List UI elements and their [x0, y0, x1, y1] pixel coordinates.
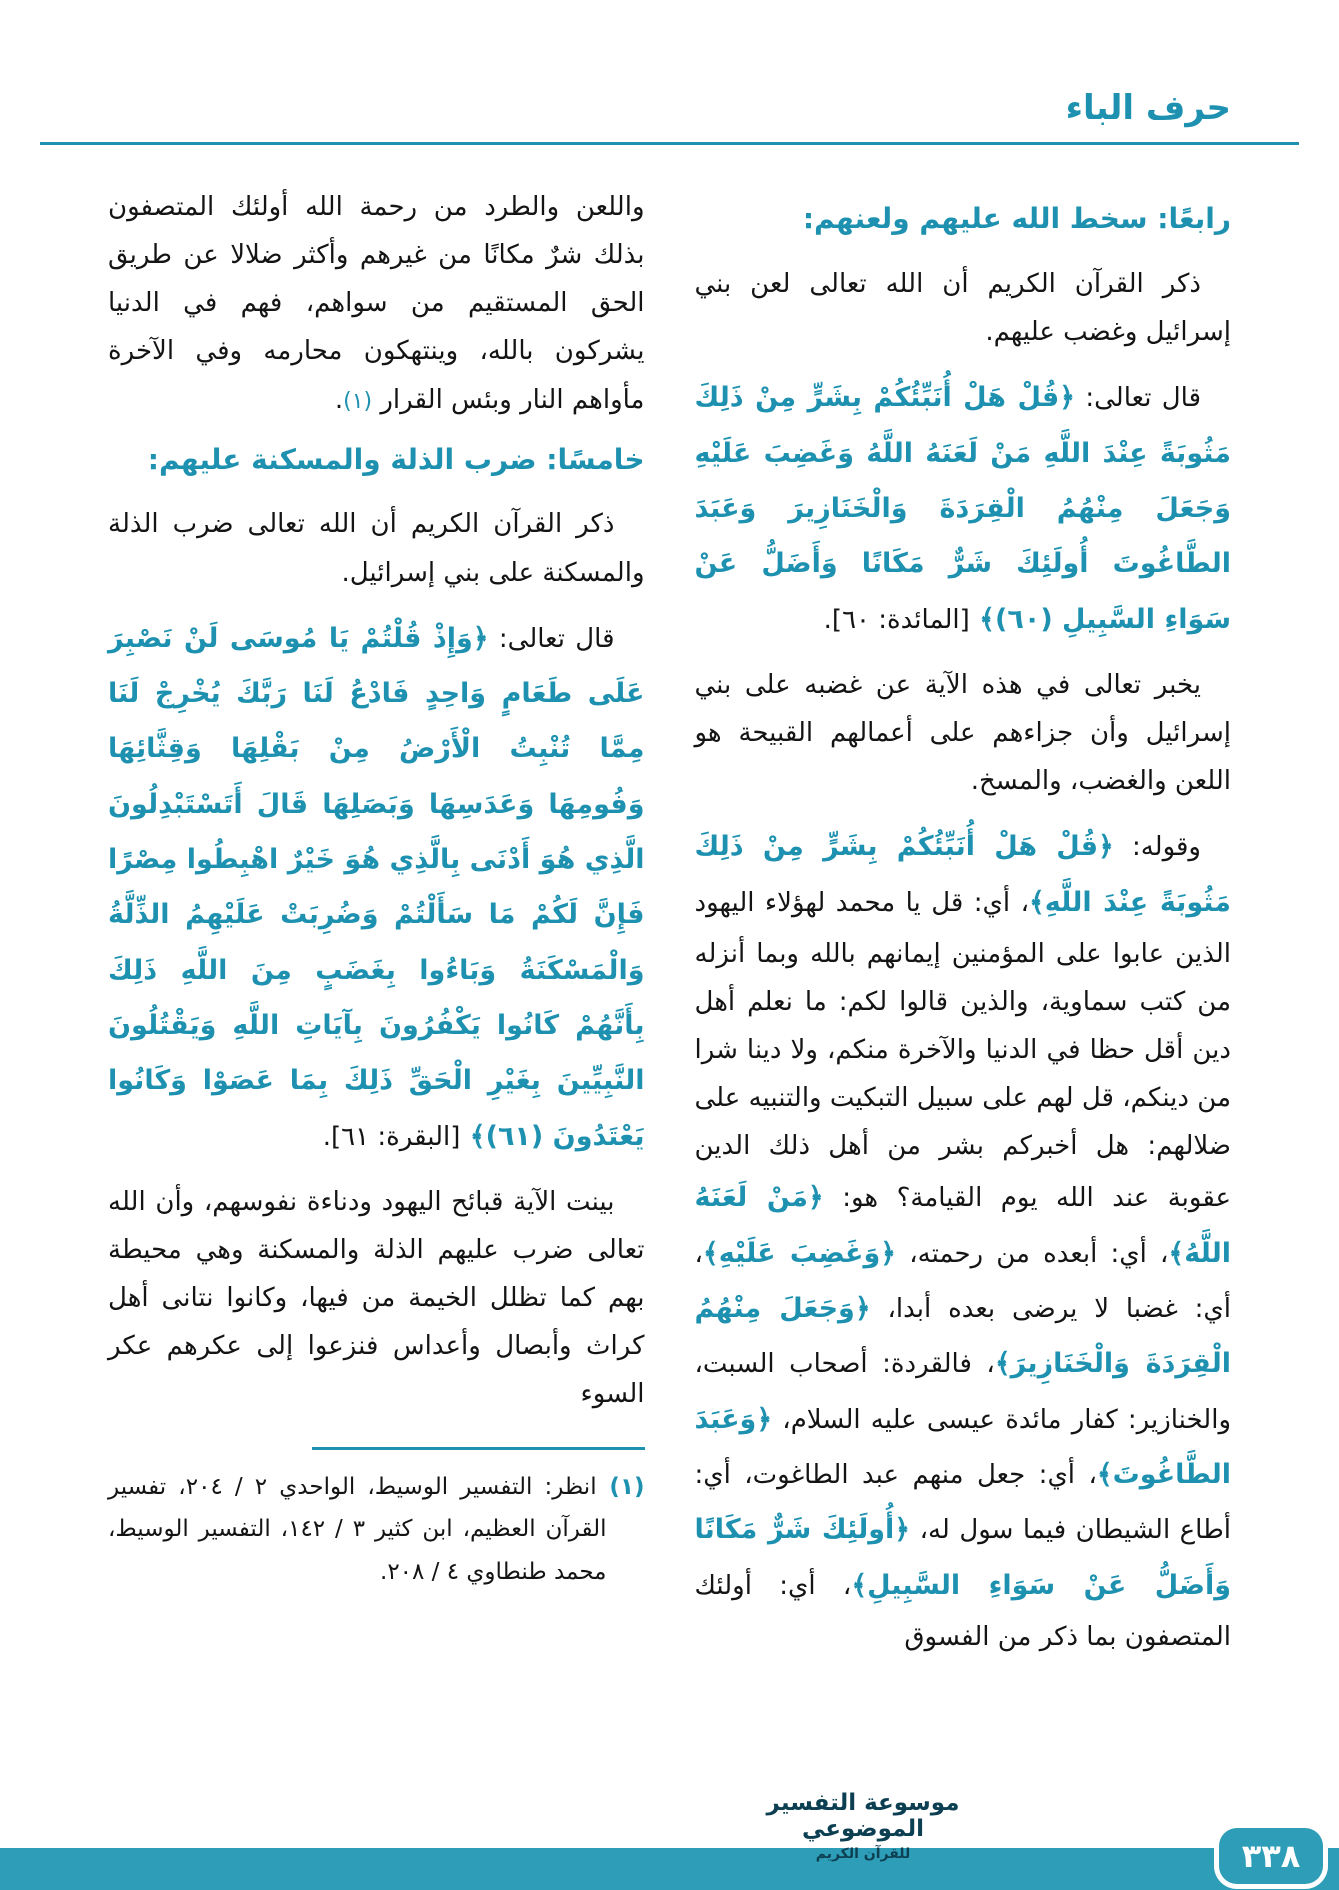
footer-bar [0, 1845, 1339, 1890]
logo-title: موسوعة التفسير الموضوعي [766, 1790, 960, 1843]
body-text: ، أي: قل يا محمد لهؤلاء اليهود الذين عابوا على المؤمنين إيمانهم بالله وبما أنزله من كتب سماوية، والذين قالوا لكم: ما نعلم أهل دين أقل حظا في الدنيا والآخرة منكم، ولا دينا شرا من دينكم، قل لهم على سبيل التبكيت والتنبيه على ضلالهم: هل أخبركم بشر من أهل ذلك الدين عقوبة عند الله يوم القيامة؟ هو: [694, 887, 1231, 1214]
paragraph-explanation: بينت الآية قبائح اليهود ودناءة نفوسهم، وأن الله تعالى ضرب عليهم الذلة والمسكنة وهي محيطة بهم كما تظلل الخيمة من فيها، وكانوا نتانى أهل كراث وأبصال وأعداس فنزعوا إلى عكرهم عكر السوء [108, 1187, 645, 1410]
body-text: ، أي: أولئك المتصفون بما ذكر من الفسوق [694, 1570, 1231, 1653]
page-number-badge [1219, 1828, 1323, 1884]
chapter-title: حرف الباء [1065, 88, 1231, 128]
quran-verse-baqarah-61: ﴿وَإِذْ قُلْتُمْ يَا مُوسَى لَنْ نَصْبِرَ عَلَى طَعَامٍ وَاحِدٍ فَادْعُ لَنَا رَبَّكَ يُخْرِجْ لَنَا مِمَّا تُنْبِتُ الْأَرْضُ مِنْ بَقْلِهَا وَقِثَّائِهَا وَفُومِهَا وَعَدَسِهَا وَبَصَلِهَا قَالَ أَتَسْتَبْدِلُونَ الَّذِي هُوَ أَدْنَى بِالَّذِي هُوَ خَيْرٌ اهْبِطُوا مِصْرًا فَإِنَّ لَكُمْ مَا سَأَلْتُمْ وَضُرِبَتْ عَلَيْهِمُ الذِّلَّةُ وَالْمَسْكَنَةُ وَبَاءُوا بِغَضَبٍ مِنَ اللَّهِ ذَلِكَ بِأَنَّهُمْ كَانُوا يَكْفُرُونَ بِآيَاتِ اللَّهِ وَيَقْتُلُونَ النَّبِيِّينَ بِغَيْرِ الْحَقِّ ذَلِكَ بِمَا عَصَوْا وَكَانُوا يَعْتَدُونَ (٦١)﴾ [108, 622, 645, 1152]
footnote-marker: (١) [596, 1473, 645, 1500]
paragraph-explanation: يخبر تعالى في هذه الآية عن غضبه على بني إسرائيل وأن جزاءهم على أعمالهم القبيحة هو اللعن والغضب، والمسخ. [694, 669, 1231, 797]
publisher-logo [743, 1790, 983, 1862]
footnotes-section [108, 1466, 645, 1594]
body-text: ، أي: غضبا لا يرضى بعده أبدا، [694, 1238, 1231, 1325]
footnote-divider [312, 1447, 645, 1450]
paragraph-verse-baqarah [108, 611, 645, 1164]
logo-subtitle: للقرآن الكريم [815, 1845, 911, 1862]
verse-lead-in: قال تعالى: [1075, 383, 1201, 414]
paragraph-continuation [108, 183, 645, 423]
paragraph-intro: ذكر القرآن الكريم أن الله تعالى ضرب الذلة والمسكنة على بني إسرائيل. [108, 509, 645, 588]
verse-lead-in: قال تعالى: [488, 623, 615, 654]
quran-quote: ﴿وَجَعَلَ مِنْهُمُ الْقِرَدَةَ وَالْخَنَازِيرَ﴾ [694, 1293, 1231, 1380]
quran-quote: ﴿قُلْ هَلْ أُنَبِّئُكُمْ بِشَرٍّ مِنْ ذَلِكَ مَثُوبَةً عِنْدَ اللَّهِ﴾ [694, 831, 1232, 918]
footnote-text: انظر: التفسير الوسيط، الواحدي ٢ / ٢٠٤، تفسير القرآن العظيم، ابن كثير ٣ / ١٤٢، التفسير الوسيط، محمد طنطاوي ٤ / ٢٠٨. [108, 1473, 607, 1585]
page-header [0, 0, 1339, 130]
section-heading-fifth: خامسًا: ضرب الذلة والمسكنة عليهم: [147, 442, 645, 476]
body-text: ، أي: جعل منهم عبد الطاغوت، أي: أطاع الشيطان فيما سول له، [694, 1460, 1232, 1546]
quran-quote: ﴿مَنْ لَعَنَهُ اللَّهُ﴾ [694, 1182, 1231, 1269]
verse-reference-maidah: [المائدة: ٦٠]. [823, 604, 970, 635]
quran-quote: ﴿وَعَبَدَ الطَّاغُوتَ﴾ [694, 1403, 1231, 1491]
body-text: وقوله: [1113, 832, 1201, 863]
page-content [0, 145, 1339, 1675]
section-heading-fourth: رابعًا: سخط الله عليهم ولعنهم: [802, 202, 1231, 236]
paragraph-commentary [695, 819, 1232, 1661]
body-text: . [334, 384, 344, 415]
body-text: ، فالقردة: أصحاب السبت، والخنازير: كفار مائدة عيسى عليه السلام، [694, 1349, 1231, 1435]
footnote-1 [108, 1466, 645, 1594]
paragraph-verse-maidah [695, 370, 1232, 647]
footnote-reference-marker: (١) [343, 388, 373, 414]
page-number: ٣٣٨ [1241, 1837, 1301, 1875]
quran-quote: ﴿وَغَضِبَ عَلَيْهِ﴾ [702, 1237, 897, 1269]
body-text: واللعن والطرد من رحمة الله أولئك المتصفون بذلك شرٌ مكانًا من غيرهم وأكثر ضلالا عن طريق الحق المستقيم من سواهم، فهم في الدنيا يشركون بالله، وينتهكون محارمه وفي الآخرة مأواهم النار وبئس القرار [108, 192, 645, 415]
quran-quote: ﴿أُولَئِكَ شَرٌّ مَكَانًا وَأَضَلُّ عَنْ سَوَاءِ السَّبِيلِ﴾ [694, 1514, 1231, 1601]
column-left [108, 183, 645, 1593]
quran-verse-maidah-60: ﴿قُلْ هَلْ أُنَبِّئُكُمْ بِشَرٍّ مِنْ ذَلِكَ مَثُوبَةً عِنْدَ اللَّهِ مَنْ لَعَنَهُ اللَّهُ وَغَضِبَ عَلَيْهِ وَجَعَلَ مِنْهُمُ الْقِرَدَةَ وَالْخَنَازِيرَ وَعَبَدَ الطَّاغُوتَ أُولَئِكَ شَرٌّ مَكَانًا وَأَضَلُّ عَنْ سَوَاءِ السَّبِيلِ (٦٠)﴾ [694, 382, 1231, 635]
column-right [695, 183, 1232, 1675]
paragraph-intro: ذكر القرآن الكريم أن الله تعالى لعن بني إسرائيل وغضب عليهم. [694, 268, 1231, 348]
body-text: ، أي: أبعده من رحمته، [896, 1238, 1169, 1269]
verse-reference-baqarah: [البقرة: ٦١]. [322, 1121, 461, 1152]
